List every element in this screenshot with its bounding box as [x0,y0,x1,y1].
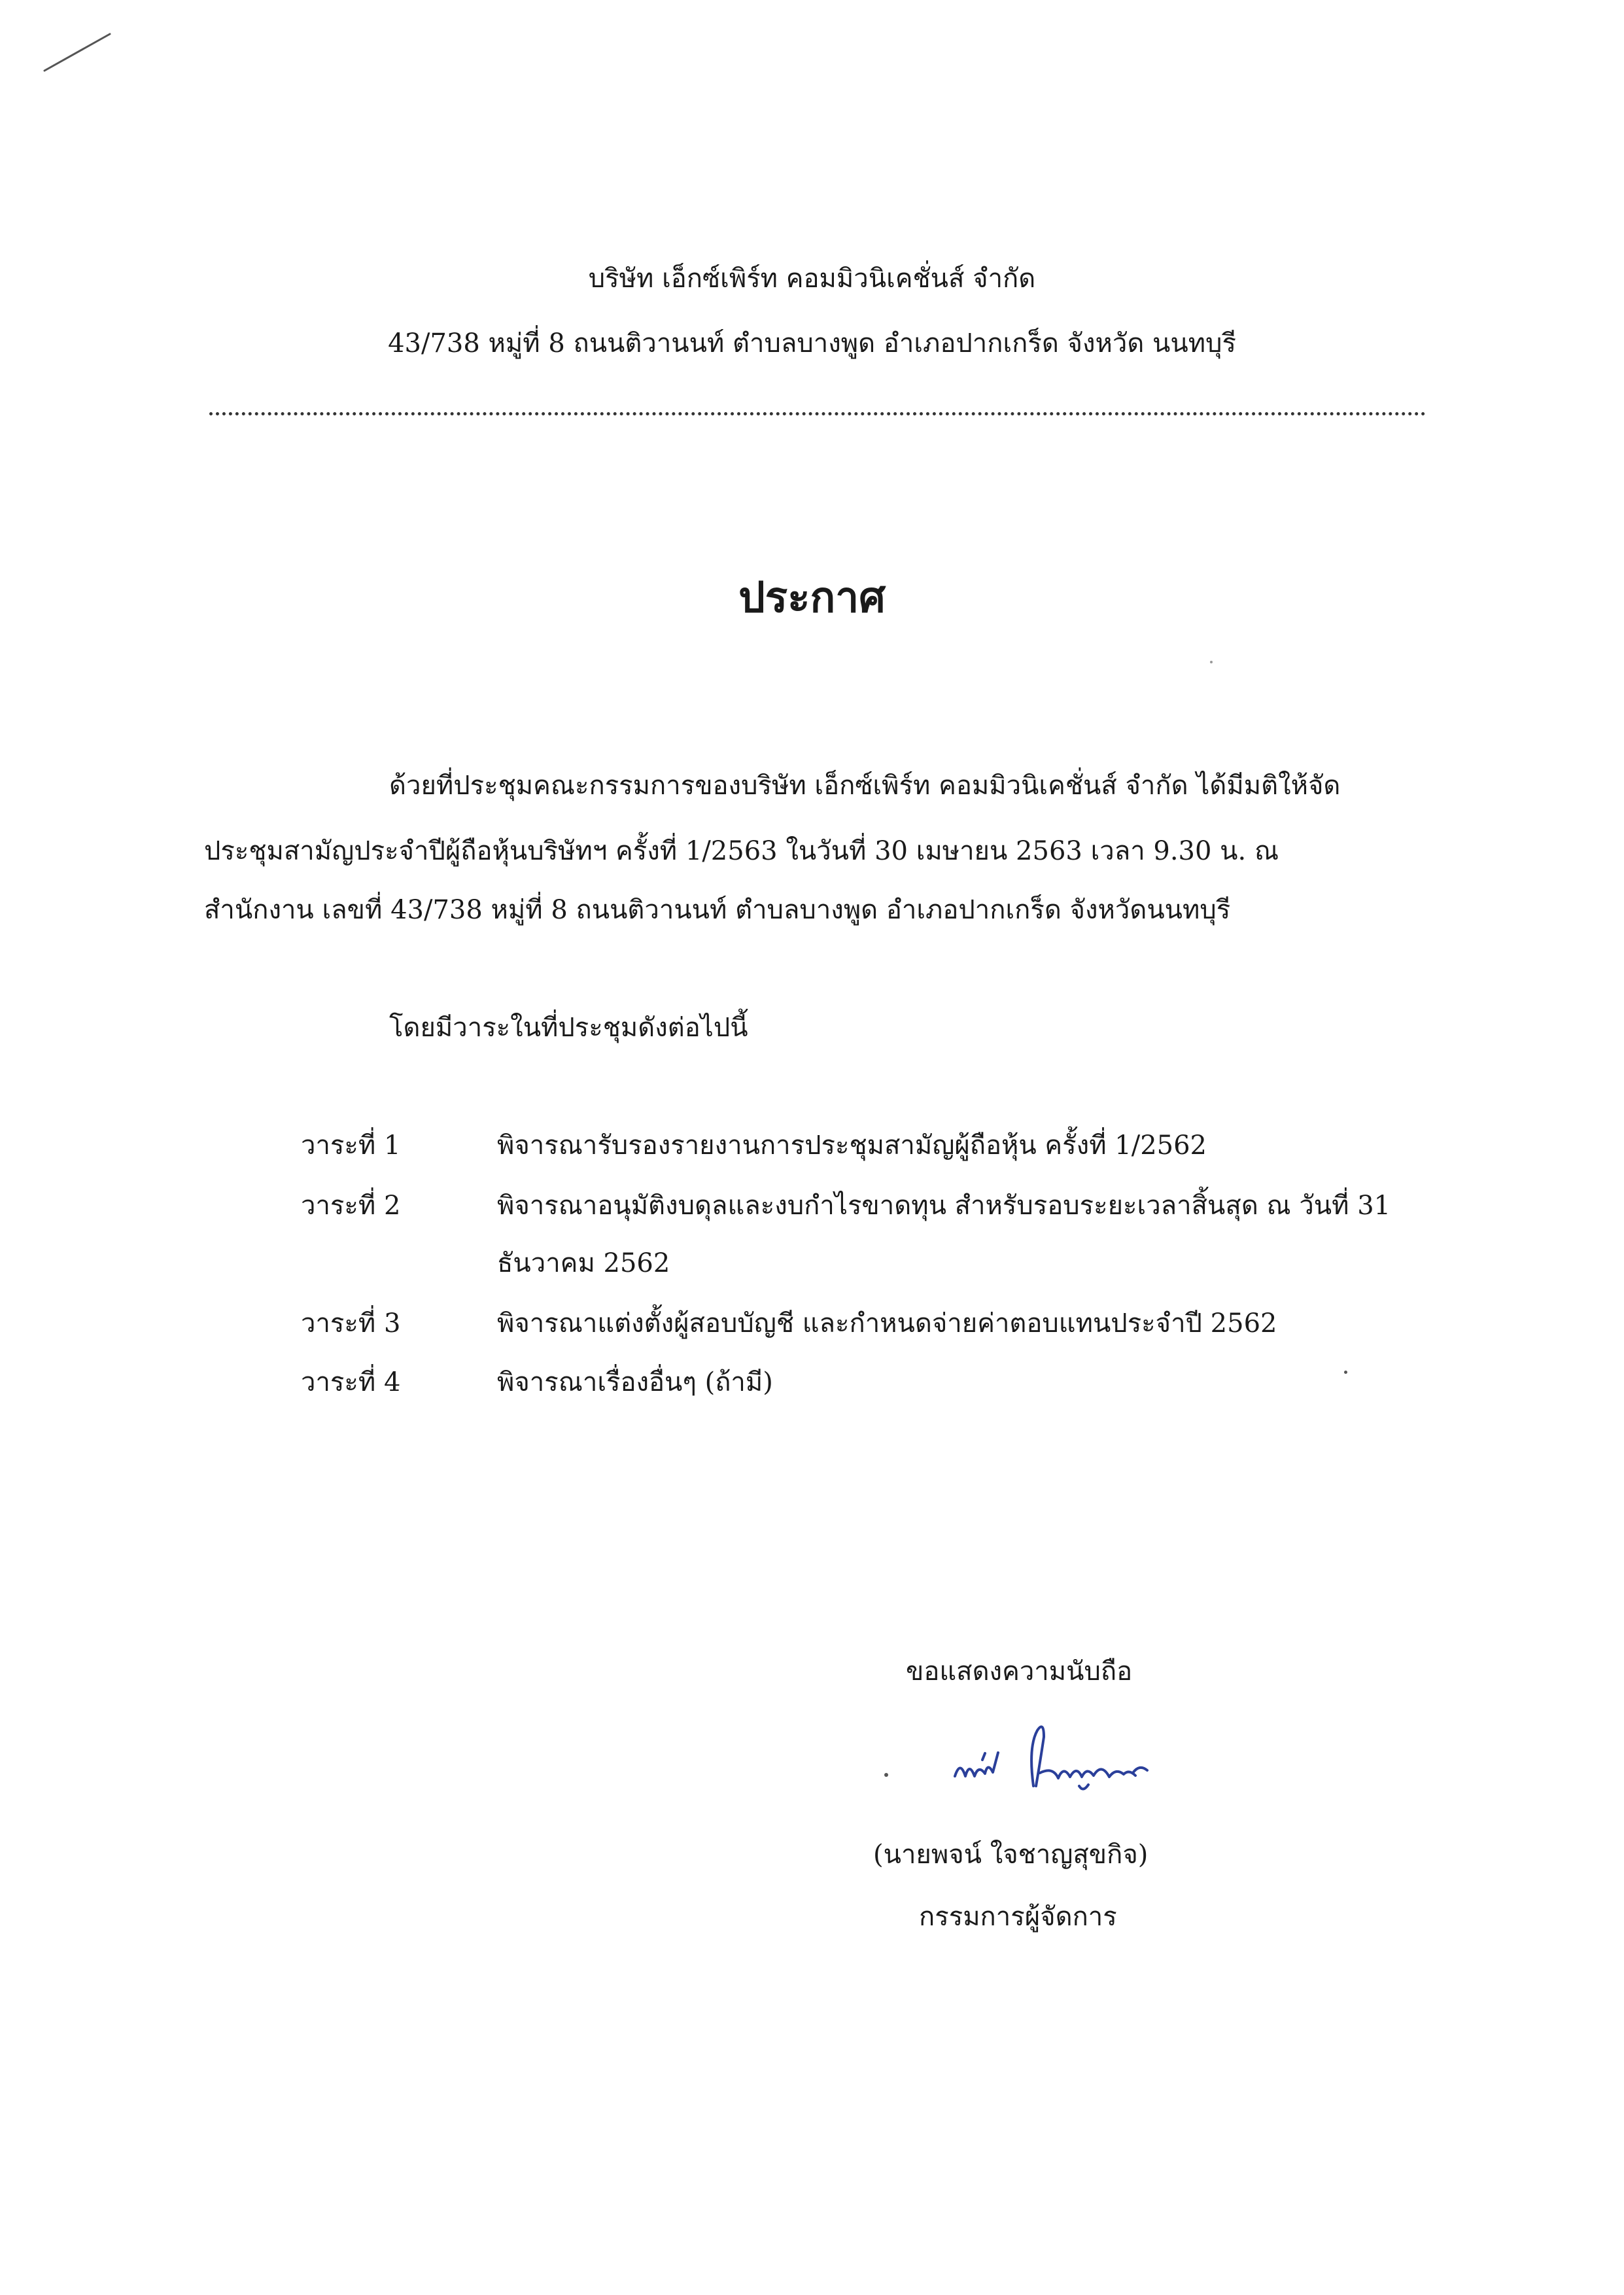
pen-mark [39,26,118,79]
body-line-3: สำนักงาน เลขที่ 43/738 หมู่ที่ 8 ถนนติวานนท์ ตำบลบางพูด อำเภอปากเกร็ด จังหวัดนนทบุรี [204,895,1231,925]
closing-salutation: ขอแสดงความนับถือ [906,1656,1133,1687]
agenda-text: พิจารณาอนุมัติงบดุลและงบกำไรขาดทุน สำหรับรอบระยะเวลาสิ้นสุด ณ วันที่ 31 [497,1191,1391,1221]
signature-image [942,1714,1203,1806]
header-divider [209,412,1426,415]
speck [1210,661,1213,663]
speck [1344,1371,1347,1374]
company-name: บริษัท เอ็กซ์เพิร์ท คอมมิวนิเคชั่นส์ จำกัด [588,264,1036,294]
agenda-number: วาระที่ 2 [301,1191,401,1221]
agenda-number: วาระที่ 3 [301,1308,401,1339]
agenda-intro: โดยมีวาระในที่ประชุมดังต่อไปนี้ [389,1013,748,1043]
signer-name: (นายพจน์ ใจชาญสุขกิจ) [873,1840,1149,1870]
agenda-text: พิจารณาเรื่องอื่นๆ (ถ้ามี) [497,1367,773,1397]
agenda-text: พิจารณาแต่งตั้งผู้สอบบัญชี และกำหนดจ่ายค่าตอบแทนประจำปี 2562 [497,1308,1277,1339]
body-line-1: ด้วยที่ประชุมคณะกรรมการของบริษัท เอ็กซ์เพิร์ท คอมมิวนิเคชั่นส์ จำกัด ได้มีมติให้จัด [389,771,1341,801]
document-title: ประกาศ [738,573,886,622]
agenda-text: พิจารณารับรองรายงานการประชุมสามัญผู้ถือหุ้น ครั้งที่ 1/2562 [497,1130,1207,1161]
agenda-number: วาระที่ 1 [301,1130,401,1161]
body-line-2: ประชุมสามัญประจำปีผู้ถือหุ้นบริษัทฯ ครั้งที่ 1/2563 ในวันที่ 30 เมษายน 2563 เวลา 9.30 น. ณ [204,836,1279,866]
agenda-number: วาระที่ 4 [301,1367,401,1397]
company-address: 43/738 หมู่ที่ 8 ถนนติวานนท์ ตำบลบางพูด อำเภอปากเกร็ด จังหวัด นนทบุรี [388,328,1236,359]
speck [884,1773,888,1777]
signer-title: กรรมการผู้จัดการ [919,1902,1117,1932]
agenda-text-continued: ธันวาคม 2562 [497,1248,670,1278]
